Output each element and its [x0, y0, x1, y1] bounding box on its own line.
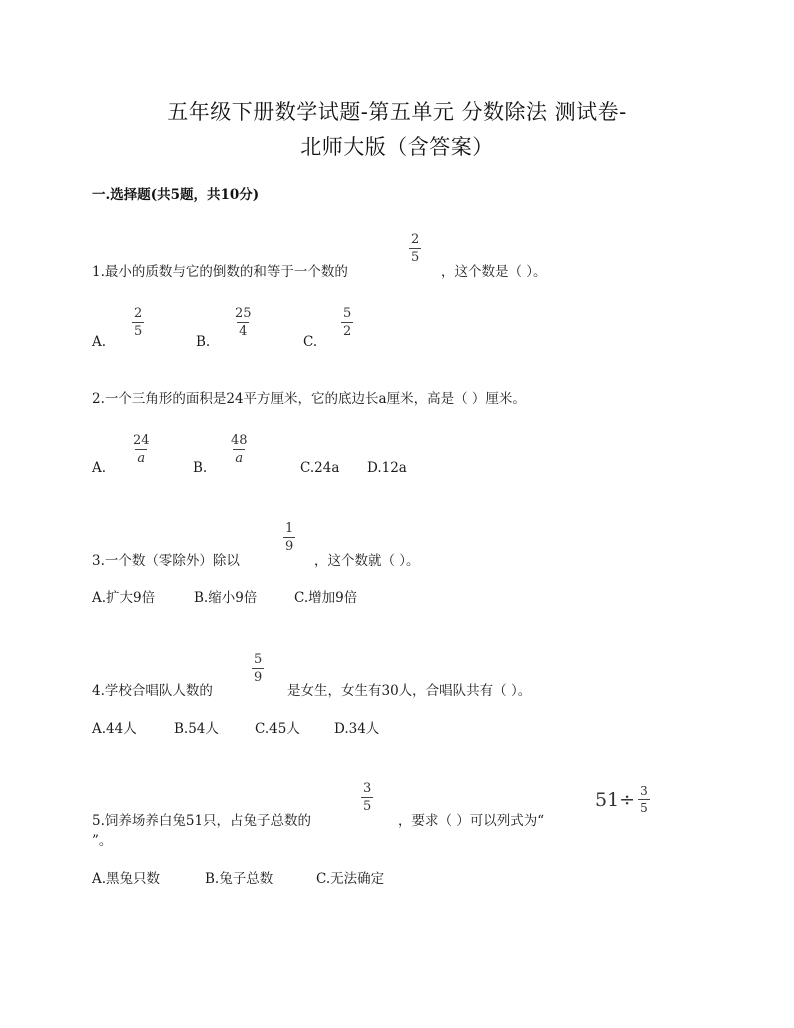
question-5-option-c: C.无法确定 — [316, 871, 385, 887]
question-3-stem-end: ，这个数就（ ）。 — [314, 553, 420, 569]
question-3-option-a: A.扩大9倍 — [92, 590, 156, 606]
doc-title-line2: 北师大版（含答案） — [300, 135, 494, 159]
question-4-option-c: C.45人 — [255, 721, 300, 737]
question-2-option-b-label: B. — [193, 460, 208, 476]
question-4-option-d: D.34人 — [334, 721, 380, 737]
question-2-option-a-label: A. — [92, 460, 107, 476]
question-3-stem-start: 3.一个数（零除外）除以 — [92, 553, 240, 569]
question-2-option-c: C.24a — [300, 460, 340, 476]
question-5-option-b: B.兔子总数 — [205, 871, 274, 887]
question-5-stem-mid: ，要求（ ）可以列式为“ — [398, 813, 545, 829]
question-1-stem-start: 1.最小的质数与它的倒数的和等于一个数的 — [92, 264, 348, 280]
question-4-fraction: $\frac{5}{9}$ — [254, 652, 263, 685]
question-1-stem-end: ，这个数是（ ）。 — [441, 264, 547, 280]
question-1-option-c-label: C. — [303, 334, 318, 350]
question-2-option-d: D.12a — [367, 460, 407, 476]
question-2-stem: 2.一个三角形的面积是24平方厘米，它的底边长a厘米，高是（ ）厘米。 — [92, 391, 526, 407]
question-2-option-a-fraction: $\frac{24}{a}$ — [133, 433, 150, 466]
question-3-fraction: $\frac{1}{9}$ — [285, 521, 294, 554]
question-5-stem-end: ”。 — [92, 833, 113, 849]
question-1-option-c-fraction: $\frac{5}{2}$ — [343, 306, 352, 339]
question-5-option-a: A.黑兔只数 — [92, 871, 161, 887]
question-4-option-a: A.44人 — [92, 721, 137, 737]
question-5-expression-left: 51÷ — [595, 788, 636, 811]
question-3-option-b: B.缩小9倍 — [194, 590, 258, 606]
question-1-option-b-fraction: $\frac{25}{4}$ — [235, 306, 252, 339]
question-4-option-b: B.54人 — [174, 721, 219, 737]
question-5-expression-fraction: $\frac{3}{5}$ — [640, 784, 648, 815]
question-1-option-a-fraction: $\frac{2}{5}$ — [134, 306, 143, 339]
section-heading: 一.选择题(共5题，共10分) — [92, 187, 260, 203]
question-4-stem-start: 4.学校合唱队人数的 — [92, 683, 213, 699]
question-1-fraction: $\frac{2}{5}$ — [411, 232, 420, 265]
question-5-expression — [595, 785, 650, 814]
question-5-stem-start: 5.饲养场养白兔51只，占兔子总数的 — [92, 813, 312, 829]
doc-title-line1: 五年级下册数学试题-第五单元 分数除法 测试卷- — [167, 100, 627, 124]
question-3-option-c: C.增加9倍 — [294, 590, 358, 606]
question-5-fraction: $\frac{3}{5}$ — [363, 781, 372, 814]
question-2-option-b-fraction: $\frac{48}{a}$ — [231, 433, 248, 466]
question-1-option-a-label: A. — [92, 334, 107, 350]
question-4-stem-end: 是女生，女生有30人，合唱队共有（ ）。 — [287, 683, 532, 699]
question-1-option-b-label: B. — [196, 334, 211, 350]
